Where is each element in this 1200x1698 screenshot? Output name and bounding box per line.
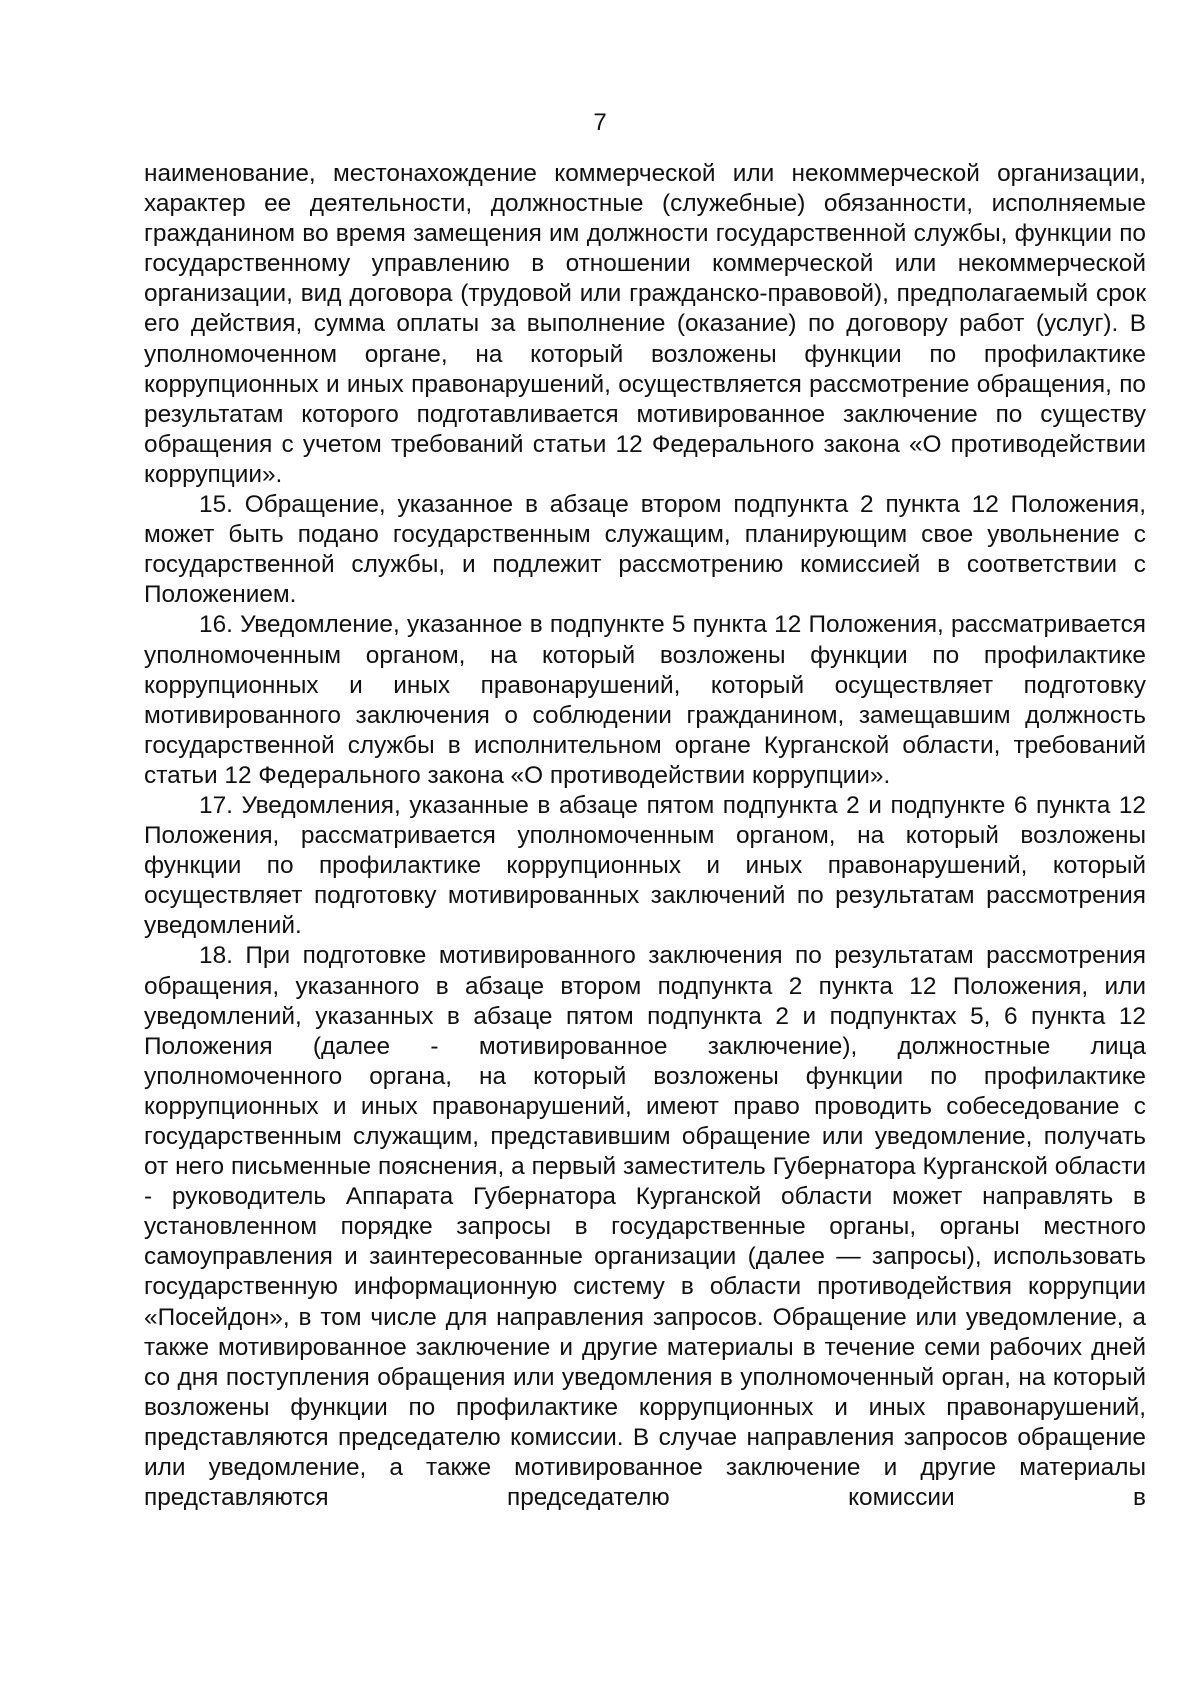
paragraph-continuation: наименование, местонахождение коммерческой или некоммерческой организации, характер ее деятельности, должностные (служебные) обязанности, исполняемые гражданином во время замещения им должности государственной службы, функции по государственному управлению в отношении коммерческой или некоммерческой организации, вид договора (трудовой или гражданско-правовой), предполагаемый срок его действия, сумма оплаты за выполнение (оказание) по договору работ (услуг). В уполномоченном органе, на который возложены функции по профилактике коррупционных и иных правонарушений, осуществляется рассмотрение обращения, по результатам которого подготавливается мотивированное заключение по существу обращения с учетом требований статьи 12 Федерального закона «О противодействии коррупции».	[144, 160, 1146, 488]
paragraph-item-17: 17. Уведомления, указанные в абзаце пятом подпункта 2 и подпункте 6 пункта 12 Положения, рассматривается уполномоченным органом, на который возложены функции по профилактике коррупционных и иных правонарушений, который осуществляет подготовку мотивированных заключений по результатам рассмотрения уведомлений.	[144, 791, 1146, 940]
paragraph-item-15: 15. Обращение, указанное в абзаце втором подпункта 2 пункта 12 Положения, может быть подано государственным служащим, планирующим свое увольнение с государственной службы, и подлежит рассмотрению комиссией в соответствии с Положением.	[144, 491, 1146, 609]
page-number: 7	[593, 109, 607, 136]
paragraph-item-18: 18. При подготовке мотивированного заключения по результатам рассмотрения обращения, указанного в абзаце втором подпункта 2 пункта 12 Положения, или уведомлений, указанных в абзаце пятом подпункта 2 и подпунктах 5, 6 пункта 12 Положения (далее - мотивированное заключение), должностные лица уполномоченного органа, на который возложены функции по профилактике коррупционных и иных правонарушений, имеют право проводить собеседование с государственным служащим, представившим обращение или уведомление, получать от него письменные пояснения, а первый заместитель Губернатора Курганской области - руководитель Аппарата Губернатора Курганской области может направлять в установленном порядке запросы в государственные органы, органы местного самоуправления и заинтересованные организации (далее — запросы), использовать государственную информационную систему в области противодействия коррупции «Посейдон», в том числе для направления запросов. Обращение или уведомление, а также мотивированное заключение и другие материалы в течение семи рабочих дней со дня поступления обращения или уведомления в уполномоченный орган, на который возложены функции по профилактике коррупционных и иных правонарушений, представляются председателю комиссии. В случае направления запросов обращение или уведомление, а также мотивированное заключение и другие материалы представляются председателю комиссии в	[144, 942, 1146, 1512]
paragraph-item-16: 16. Уведомление, указанное в подпункте 5 пункта 12 Положения, рассматривается уполномоченным органом, на который возложены функции по профилактике коррупционных и иных правонарушений, который осуществляет подготовку мотивированного заключения о соблюдении гражданином, замещавшим должность государственной службы в исполнительном органе Курганской области, требований статьи 12 Федерального закона «О противодействии коррупции».	[144, 611, 1146, 789]
document-body	[144, 159, 1146, 1513]
